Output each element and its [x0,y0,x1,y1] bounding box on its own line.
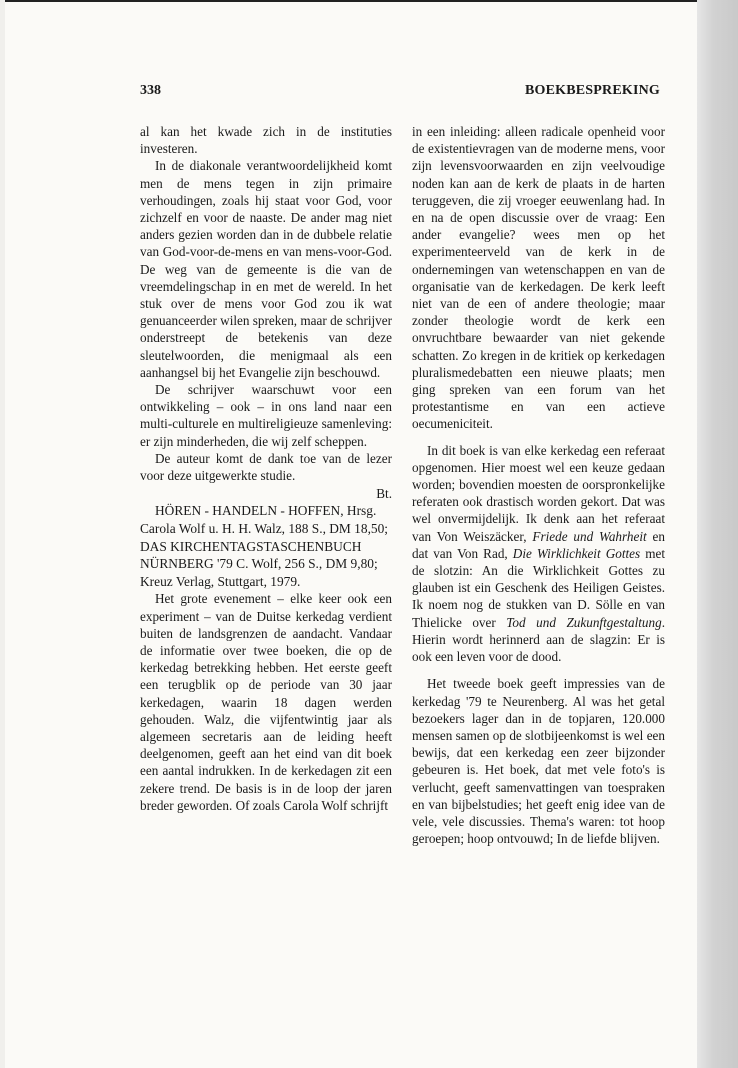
left-paragraph-5: Het grote evenement – elke keer ook een experiment – van de Duitse kerkedag verdient buiten de landsgrenzen de aandacht. Vandaar de informatie over twee boeken, die op de kerkedag betrekking hebben. Het eerste geeft een terugblik op de periode van 30 jaar kerkedagen, waarin 18 dagen werden gehouden. Walz, die vijfentwintig jaar als algemeen secretaris aan de leiding heeft deelgenomen, geeft aan het eind van dit boek een aantal indrukken. In de kerkedagen zit een zekere trend. De basis is in de loop der jaren breder geworden. Of zoals Carola Wolf schrijft [140,591,392,813]
left-column [140,123,392,814]
book-title-die-wirklichkeit-gottes: Die Wirklichkeit Gottes [512,545,641,561]
right-paragraph-2-text-c: met de slotzin: An die Wirklichkeit Gottes zu glauben ist ein Geschenk des Heiligen Geistes. Ik noem nog de stukken van D. Sölle en van Thielicke over [412,545,666,630]
running-head [140,83,660,103]
reviewer-signature: Bt. [376,486,392,502]
left-paragraph-1: al kan het kwade zich in de instituties investeren. [140,124,392,157]
right-paragraph-2-text-a: In dit boek is van elke kerkedag een referaat opgenomen. Hier moest wel een keuze gedaan worden; bovendien moesten de oorspronkelijke referaten ook drastisch worden gekort. Dat was wel onvermijdelijk. Ik denk aan het referaat van Von Weiszäcker, [412,442,665,544]
page-left-edge [0,0,5,1068]
scan-edge-shadow [697,0,738,1068]
right-paragraph-2 [412,442,665,666]
right-column [412,123,665,847]
left-paragraph-3: De schrijver waarschuwt voor een ontwikkeling – ook – in ons land naar een multi-culturele en multireligieuze samenleving: er zijn minderheden, die wij zelf scheppen. [140,382,392,449]
right-paragraph-2-text-b: en dat van Von Rad, [412,528,666,561]
bibliographic-entry: HÖREN - HANDELN - HOFFEN, Hrsg. Carola Wolf u. H. H. Walz, 188 S., DM 18,50; DAS KIRCHENTAGSTASCHENBUCH NÜRNBERG '79 C. Wolf, 256 S., DM 9,80; Kreuz Verlag, Stuttgart, 1979. [140,503,389,589]
book-title-tod-und-zukunftgestaltung: Tod und Zukunftgestaltung [506,614,662,630]
book-title-friede-und-wahrheit: Friede und Wahrheit [532,528,647,544]
page-number: 338 [140,83,161,98]
left-paragraph-4: De auteur komt de dank toe van de lezer voor deze uitgewerkte studie. [140,450,392,484]
right-paragraph-1: in een inleiding: alleen radicale openheid voor de existentievragen van de moderne mens, voor zijn levensvoorwaarden en zijn veelvoudige noden kan aan de kerk de plaats in de harten teruggeven, die zij vroeger eeuwenlang had. In en na de open discussie over de vraag: Een ander evangelie? wees men op het experimenteerveld van de kerk in de ondernemingen van wetenschappen en van de organisatie van de kerkedagen. De kerk leeft niet van de een of andere theologie; maar zonder theologie wordt de kerk een onvruchtbare bewaarder van niet gekende schatten. Zo kregen in de kritiek op kerkedagen pluralismedebatten een nieuwe plaats; men ging spreken van een forum van het protestantisme en van een actieve oecumeniciteit. [412,124,665,432]
right-paragraph-3: Het tweede boek geeft impressies van de kerkedag '79 te Neurenberg. Al was het getal bezoekers lager dan in de topjaren, 120.000 mensen samen op de slotbijeenkomst is wel een bewijs, dat een kerkedag een zeer bijzonder gebeuren is. Het boek, dat met vele foto's is verlucht, geeft samenvattingen van toespraken en van bijbelstudies; het geeft enig idee van de vele, vele discussies. Thema's waren: tot hoop geroepen; hoop ontvouwd; In de liefde blijven. [412,676,665,847]
section-title: BOEKBESPREKING [524,83,660,98]
left-paragraph-2: In de diakonale verantwoordelijkheid komt men de mens tegen in zijn primaire verhoudingen, zoals hij staat voor God, voor zichzelf en voor de naaste. De ander mag niet anders gezien worden dan in de dubbele relatie van God-voor-de-mens en van mens-voor-God. De weg van de gemeente is die van de vreemdelingschap in en met de wereld. In het stuk over de mens voor God zou ik wat genuanceerder wilen spreken, maar de schrijver onderstreept de betekenis van deze sleutelwoorden, die menigmaal als een aanhangsel bij het Evangelie zijn beschouwd. [140,158,392,380]
page-top-border [0,0,738,2]
right-paragraph-2-text-d: . Hierin wordt herinnerd aan de slagzin: Er is ook een leven voor de dood. [412,614,665,665]
